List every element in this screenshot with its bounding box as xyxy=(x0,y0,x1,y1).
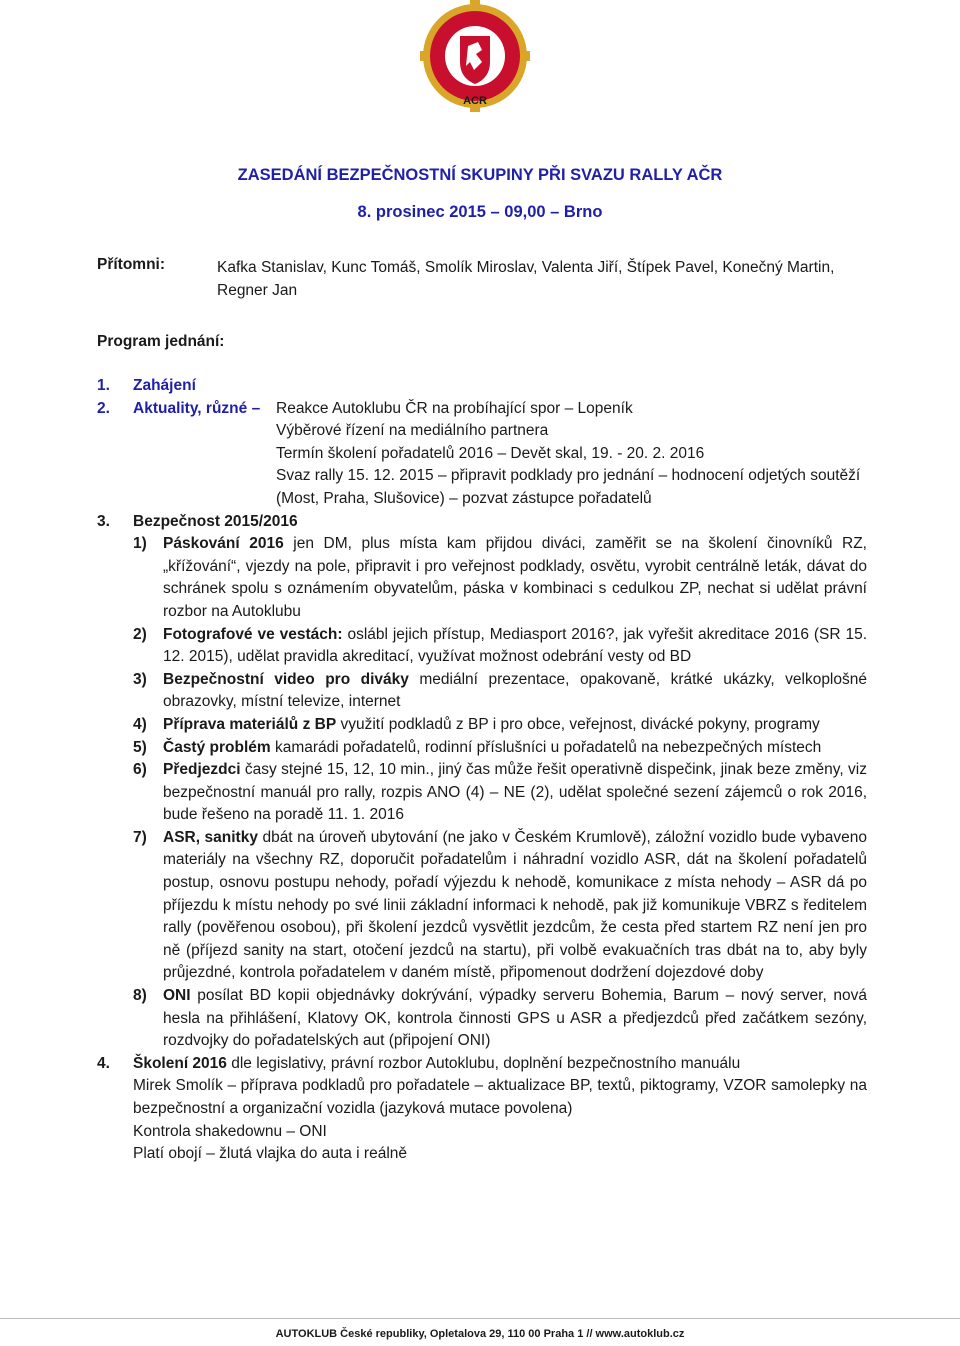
footer-divider xyxy=(0,1318,960,1319)
subitem-8: 8) ONI posílat BD kopii objednávky dokrývání, výpadky serveru Bohemia, Barum – nový server, nová hesla na přihlášení, Klatovy OK, kontrola činnosti GPS u ASR a předjezdců před začátkem sezóny, rozdvojky do pořadatelských aut (připojení ONI) xyxy=(133,987,867,1050)
agenda-title: Zahájení xyxy=(133,377,196,394)
page-footer: AUTOKLUB České republiky, Opletalova 29, 110 00 Praha 1 // www.autoklub.cz xyxy=(275,1328,685,1340)
subitem-6: 6) Předjezdci časy stejné 15, 12, 10 min., jiný čas může řešit operativně dispečink, jinak beze změny, viz bezpečnostní manuál pro rally, rozpis ANO (4) – NE (2), udělat společné sezení zájemců o rok 2016, bude řešeno na poradě 11. 1. 2016 xyxy=(133,761,867,824)
agenda-title: Aktuality, různé – xyxy=(133,399,261,417)
subitem-5: 5) Častý problém kamarádi pořadatelů, rodinní příslušníci u pořadatelů na nebezpečných místech xyxy=(133,738,822,756)
agenda-line: Výběrové řízení na mediálního partnera xyxy=(276,422,549,440)
agenda-item-2 xyxy=(97,398,867,511)
agenda-line: Kontrola shakedownu – ONI xyxy=(133,1122,327,1140)
subitem-2: 2) Fotografové ve vestách: oslábl jejich přístup, Mediasport 2016?, jak vyřešit akreditace 2016 (SR 15. 12. 2015), udělat pravidla akreditací, využívat možnost odebrání vesty od BD xyxy=(133,625,868,666)
document-title: ZASEDÁNÍ BEZPEČNOSTNÍ SKUPINY PŘI SVAZU RALLY AČR xyxy=(237,166,723,184)
agenda-line: Svaz rally 15. 12. 2015 – připravit podklady pro jednání – hodnocení odjetých soutěží (Most, Praha, Slušovice) – pozvat zástupce pořadatelů xyxy=(276,467,861,507)
security-subitems xyxy=(133,533,867,1053)
subitem-1: 1) Páskování 2016 jen DM, plus místa kam přijdou diváci, zaměřit se na školení činovníků RZ, „křížování“, vjezdy na pole, připravit i pro veřejnost podklady, osvětu, vyrobit centrálně leták, dávat do schránek spolu s oznámením obyvatelům, páska v kombinaci s cedulkou ZP, nechat si udělat právní rozbor na Autoklubu xyxy=(133,535,867,620)
agenda-title: Bezpečnost 2015/2016 xyxy=(133,512,298,530)
attendees-label: Přítomni: xyxy=(97,256,166,273)
agenda-item-4: 4. Školení 2016 dle legislativy, právní rozbor Autoklubu, doplnění bezpečnostního manuálu Mirek Smolík – příprava podkladů pro pořadatele – aktualizace BP, textů, piktogramy, VZOR samolepky na bezpečnostní a organizační vozidla (jazyková mutace povolena) Kontrola shakedownu – ONI Platí obojí – žlutá vlajka do auta i reálně xyxy=(97,1053,867,1166)
agenda-line: Termín školení pořadatelů 2016 – Devět skal, 19. - 20. 2. 2016 xyxy=(276,444,705,462)
agenda-list xyxy=(97,375,867,1166)
autoklub-logo xyxy=(420,0,530,112)
program-label: Program jednání: xyxy=(97,333,225,350)
agenda-line: Platí obojí – žlutá vlajka do auta i reálně xyxy=(133,1145,408,1163)
agenda-item-1 xyxy=(97,375,867,398)
agenda-line: Mirek Smolík – příprava podkladů pro pořadatele – aktualizace BP, textů, piktogramy, VZOR samolepky na bezpečnostní a organizační vozidla (jazyková mutace povolena) xyxy=(133,1077,867,1117)
agenda-number: 1. xyxy=(97,377,110,394)
agenda-item-3 xyxy=(97,511,867,1053)
agenda-title: Školení 2016 xyxy=(133,1054,227,1072)
subitem-3: 3) Bezpečnostní video pro diváky mediální prezentace, opakovaně, krátké ukázky, velkoplošné obrazovky, místní televize, internet xyxy=(133,670,867,711)
agenda-number: 2. xyxy=(97,399,110,417)
agenda-number: 3. xyxy=(97,512,110,530)
attendees-names: Kafka Stanislav, Kunc Tomáš, Smolík Miroslav, Valenta Jiří, Štípek Pavel, Konečný Martin, Regner Jan xyxy=(217,259,835,299)
agenda-line: Reakce Autoklubu ČR na probíhající spor – Lopeník xyxy=(276,399,633,417)
subitem-4: 4) Příprava materiálů z BP využití podkladů z BP i pro obce, veřejnost, divácké pokyny, programy xyxy=(133,715,820,733)
svg-text:ACR: ACR xyxy=(463,95,487,107)
agenda-number: 4. xyxy=(97,1054,110,1072)
subitem-7: 7) ASR, sanitky dbát na úroveň ubytování (ne jako v Českém Krumlově), záložní vozidlo bude vybaveno materiály na všechny RZ, doporučit pořadatelům i náhradní vozidlo ASR, dát na školení pořadatelů postup, osnovu postupu nehody, pořadí výjezdu k nehodě, komunikace z místa nehody – ASR dá po příjezdu k místu nehody po své linii základní informaci k nehodě, pak již komunikuje VBRZ s ředitelem rally (pověřenou osobou), při školení jezdců vysvětlit jezdcům, že cesta před startem RZ není jen pro ně (příjezd sanity na start, otočení jezdců na startu), při volbě evakuačních tras dbát na to, aby byly průjezdné, kontrola pořadatelem v daném místě, připomenout dodržení dojezdové doby xyxy=(133,828,867,982)
document-subtitle: 8. prosinec 2015 – 09,00 – Brno xyxy=(357,203,603,221)
